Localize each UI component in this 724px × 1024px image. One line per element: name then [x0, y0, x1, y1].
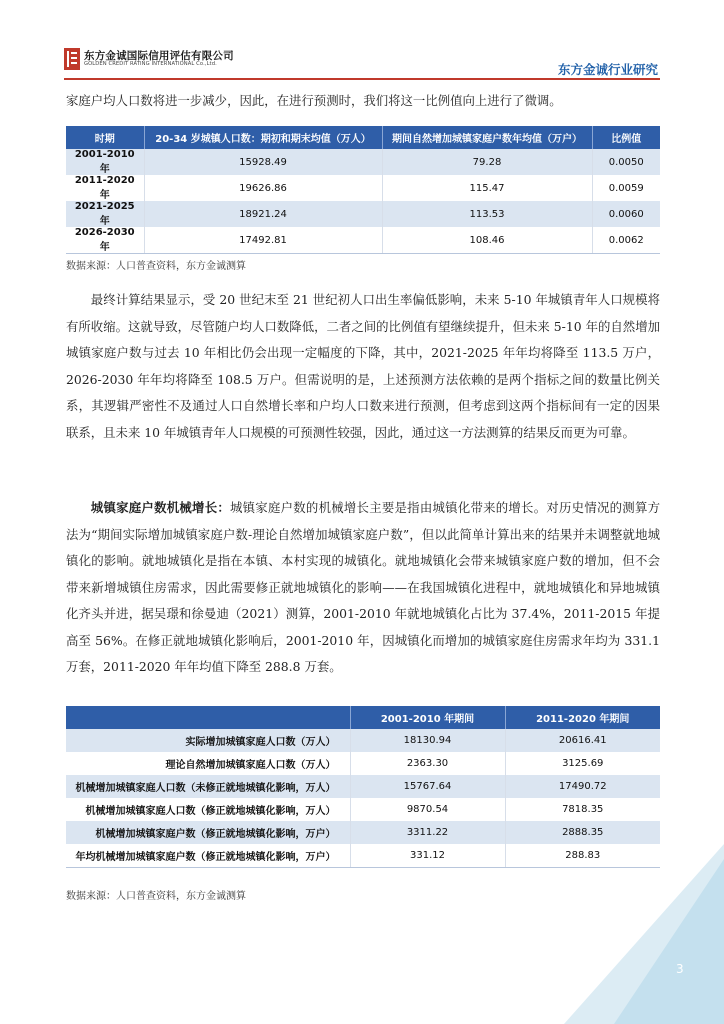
corner-decoration [524, 724, 724, 1024]
table-header-cell: 2001-2010 年期间 [350, 706, 505, 729]
table-cell: 0.0050 [592, 149, 660, 175]
table-cell: 19626.86 [144, 175, 382, 201]
table1-source-note: 数据来源：人口普查资料，东方金诚测算 [66, 261, 246, 272]
table-cell: 331.12 [350, 844, 505, 868]
company-name-en: GOLDEN CREDIT RATING INTERNATIONAL Co.,Ltd. [84, 61, 217, 67]
table-cell: 2888.35 [505, 821, 660, 844]
table-cell: 15928.49 [144, 149, 382, 175]
table-cell: 17492.81 [144, 227, 382, 254]
table-header-cell: 期间自然增加城镇家庭户数年均值（万户） [382, 126, 592, 149]
page-number: 3 [676, 962, 684, 976]
table-cell: 17490.72 [505, 775, 660, 798]
table-cell: 18921.24 [144, 201, 382, 227]
table-cell: 288.83 [505, 844, 660, 868]
table-cell: 7818.35 [505, 798, 660, 821]
company-name-cn: 东方金诚国际信用评估有限公司 [84, 50, 234, 62]
table-row [66, 201, 660, 227]
table-header-cell: 2011-2020 年期间 [505, 706, 660, 729]
table-cell: 0.0060 [592, 201, 660, 227]
table-cell-period: 2001-2010 年 [66, 149, 144, 175]
table-household-ratio [66, 126, 660, 254]
paragraph-lead-heading: 城镇家庭户数机械增长： [90, 500, 230, 515]
table-cell-metric: 理论自然增加城镇家庭人口数（万人） [66, 752, 350, 775]
table-header-cell: 20-34 岁城镇人口数：期初和期末均值（万人） [144, 126, 382, 149]
table-header-cell: 时期 [66, 126, 144, 149]
table-cell-metric: 年均机械增加城镇家庭户数（修正就地城镇化影响，万户） [66, 844, 350, 868]
table-cell: 18130.94 [350, 729, 505, 752]
table-cell: 3311.22 [350, 821, 505, 844]
page-header [0, 0, 724, 80]
table-cell: 113.53 [382, 201, 592, 227]
header-divider [64, 78, 660, 80]
table-cell: 15767.64 [350, 775, 505, 798]
body-paragraph-2 [66, 495, 660, 681]
body-paragraph-2-text: 城镇家庭户数的机械增长主要是指由城镇化带来的增长。对历史情况的测算方法为“期间实际增加城镇家庭户数-理论自然增加城镇家庭户数”，但以此简单计算出来的结果并未调整就地城镇化的影响。就地城镇化是指在本镇、本村实现的城镇化。就地城镇化会带来城镇家庭户数的增加，但不会带来新增城镇住房需求，因此需要修正就地城镇化的影响——在我国城镇化进程中，就地城镇化和异地城镇化齐头并进，据吴璟和徐曼迪（2021）测算，2001-2010 年就地城镇化占比为 37.4%，2011-2015 年提高至 56%。在修正就地城镇化影响后，2001-2010 年，因城镇化而增加的城镇家庭住房需求年均为 331.1 万套，2011-2020 年年均值下降至 288.8 万套。 [66, 500, 660, 674]
intro-text: 家庭户均人口数将进一步减少，因此，在进行预测时，我们将这一比例值向上进行了微调。 [66, 93, 562, 108]
table-header-cell [66, 706, 350, 729]
table-cell: 3125.69 [505, 752, 660, 775]
table-cell-metric: 机械增加城镇家庭户数（修正就地城镇化影响，万户） [66, 821, 350, 844]
company-logo-icon [64, 48, 80, 70]
table-cell-metric: 机械增加城镇家庭人口数（修正就地城镇化影响，万人） [66, 798, 350, 821]
table-cell: 9870.54 [350, 798, 505, 821]
table-cell-metric: 实际增加城镇家庭人口数（万人） [66, 729, 350, 752]
table-cell-period: 2021-2025 年 [66, 201, 144, 227]
report-title: 东方金诚行业研究 [557, 62, 658, 77]
table-cell-period: 2011-2020 年 [66, 175, 144, 201]
body-paragraph-1-text: 最终计算结果显示，受 20 世纪末至 21 世纪初人口出生率偏低影响，未来 5-10 年城镇青年人口规模将有所收缩。这就导致，尽管随户均人口数降低，二者之间的比例值有望继续提升，但未来 5-10 年的自然增加城镇家庭户数与过去 10 年相比仍会出现一定幅度的下降，其中，2021-2025 年年均将降至 113.5 万户，2026-2030 年年均将降至 108.5 万户。但需说明的是，上述预测方法依赖的是两个指标之间的数量比例关系，其逻辑严密性不及通过人口自然增长率和户均人口数来进行预测，但考虑到这两个指标间有一定的因果联系，且未来 10 年城镇青年人口规模的可预测性较强，因此，通过这一方法测算的结果反而更为可靠。 [66, 292, 660, 440]
body-paragraph-1 [66, 287, 660, 446]
table-cell: 20616.41 [505, 729, 660, 752]
table-header-row [66, 126, 660, 149]
table-row [66, 175, 660, 201]
table-cell-period: 2026-2030 年 [66, 227, 144, 254]
table-row [66, 149, 660, 175]
table-cell: 2363.30 [350, 752, 505, 775]
table-cell: 0.0062 [592, 227, 660, 254]
table-row [66, 227, 660, 254]
table-cell: 115.47 [382, 175, 592, 201]
table2-source-note: 数据来源：人口普查资料，东方金诚测算 [66, 891, 246, 902]
table-cell-metric: 机械增加城镇家庭人口数（未修正就地城镇化影响，万人） [66, 775, 350, 798]
table-cell: 0.0059 [592, 175, 660, 201]
company-logo [64, 48, 304, 74]
table-cell: 108.46 [382, 227, 592, 254]
intro-paragraph [66, 88, 660, 115]
table-header-cell: 比例值 [592, 126, 660, 149]
table-cell: 79.28 [382, 149, 592, 175]
